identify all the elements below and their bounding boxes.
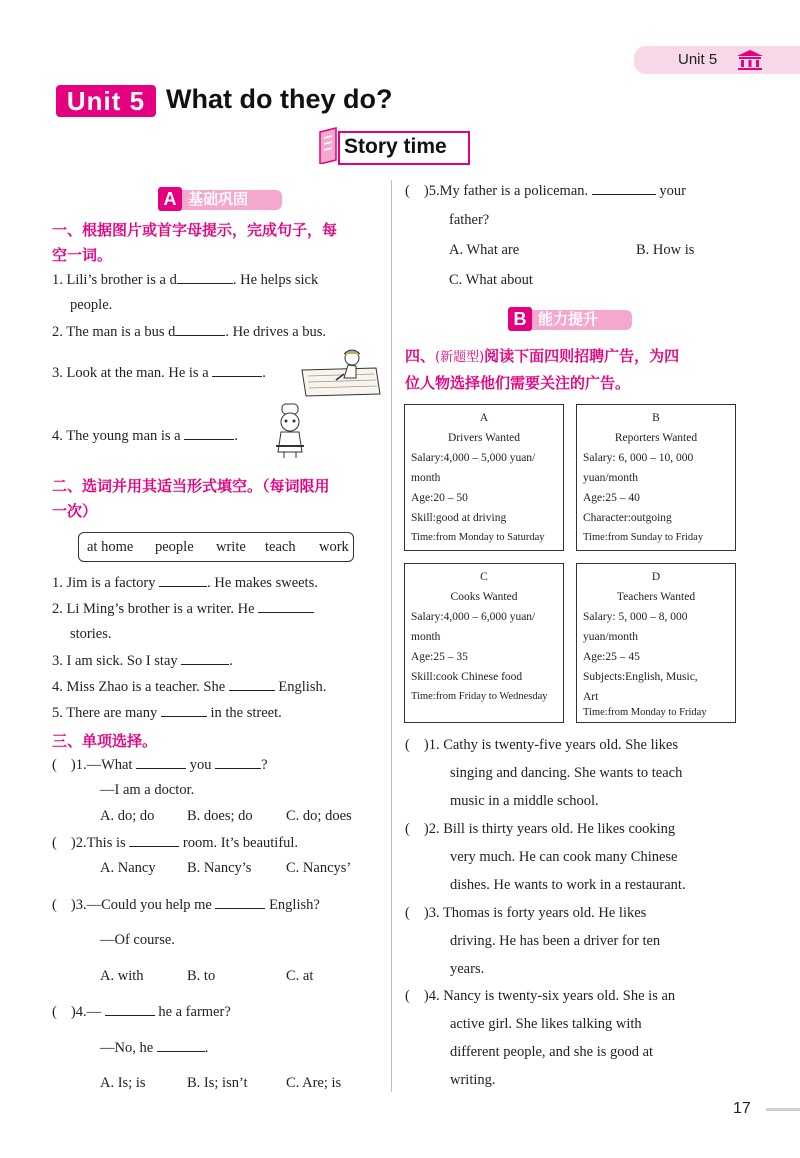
q3-item-3-option-b: B. to [187, 968, 216, 984]
person-1-line-3: music in a middle school. [450, 793, 599, 809]
q3-item-1-option-c: C. do; does [286, 808, 352, 824]
answer-blank[interactable] [592, 182, 656, 195]
q3-item-3-option-c: C. at [286, 968, 314, 984]
answer-slot[interactable] [57, 757, 71, 769]
section-b-label: 能力提升 [538, 311, 599, 328]
person-4-line-3: different people, and she is good at [450, 1044, 654, 1060]
section-a-label: 基础巩固 [188, 191, 249, 208]
answer-blank[interactable] [215, 896, 265, 909]
answer-blank[interactable] [184, 427, 234, 440]
answer-slot[interactable] [57, 897, 71, 909]
q2-heading-1: 二、选词并用其适当形式填空。（每词限用 [52, 477, 330, 495]
answer-slot[interactable] [57, 835, 71, 847]
building-icon [736, 49, 764, 71]
q1-heading-2: 空一词。 [52, 246, 113, 264]
q3-item-2-option-a: A. Nancy [100, 860, 156, 876]
section-b-badge [508, 307, 638, 331]
answer-slot[interactable] [410, 821, 424, 833]
word-bank-item: at home [87, 539, 134, 555]
q3-item-1-answer: —I am a doctor. [100, 782, 195, 798]
word-bank [78, 532, 354, 562]
q1-item-4: 4. The young man is a . [52, 428, 238, 444]
q1-heading-1: 一、根据图片或首字母提示，完成句子，每 [52, 221, 338, 239]
answer-blank[interactable] [258, 600, 314, 613]
word-bank-item: write [216, 539, 246, 555]
answer-blank[interactable] [177, 271, 233, 284]
q3-item-3-answer: —Of course. [100, 932, 175, 948]
q3-item-4: ( )4.— he a farmer? [52, 1004, 231, 1020]
answer-slot[interactable] [410, 988, 424, 1000]
answer-slot[interactable] [410, 905, 424, 917]
word-bank-item: teach [265, 539, 296, 555]
unit-label: Unit 5 [678, 51, 718, 68]
q3-heading: 三、单项选择。 [52, 732, 158, 750]
q3-item-5-option-c: C. What about [449, 272, 533, 288]
ad-a: A Drivers Wanted Salary:4,000 – 5,000 yuan/ month Age:20 – 50 Skill:good at driving Time:from Monday to Saturday [404, 404, 564, 551]
answer-blank[interactable] [181, 652, 229, 665]
q3-item-5-option-a: A. What are [449, 242, 520, 258]
q2-item-2-cont: stories. [70, 626, 112, 642]
q3-item-1-option-b: B. does; do [187, 808, 253, 824]
person-3-line-2: driving. He has been a driver for ten [450, 933, 661, 949]
answer-slot[interactable] [410, 737, 424, 749]
page-number: 17 [733, 1100, 751, 1117]
answer-blank[interactable] [175, 323, 225, 336]
book-icon [316, 126, 340, 164]
story-time-banner [316, 126, 468, 164]
ad-c: C Cooks Wanted Salary:4,000 – 6,000 yuan/ month Age:25 – 35 Skill:cook Chinese food Time:from Friday to Wednesday [404, 563, 564, 723]
answer-blank[interactable] [212, 364, 262, 377]
q2-item-2: 2. Li Ming’s brother is a writer. He [52, 600, 314, 618]
page-footer-line [766, 1108, 800, 1111]
q1-item-2: 2. The man is a bus d . He drives a bus. [52, 324, 327, 340]
q3-item-1-option-a: A. do; do [100, 808, 155, 824]
q3-item-5-cont: father? [449, 212, 490, 228]
q4-heading-1: 四、(新题型)阅读下面四则招聘广告，为四 [405, 347, 680, 365]
person-4-line-4: writing. [450, 1072, 496, 1088]
answer-blank[interactable] [161, 704, 207, 717]
section-a-letter: A [158, 187, 182, 211]
q1-item-3: 3. Look at the man. He is a . [52, 365, 266, 381]
q3-item-2-option-c: C. Nancys’ [286, 860, 352, 876]
ad-b: B Reporters Wanted Salary: 6, 000 – 10, 000 yuan/month Age:25 – 40 Character:outgoing Time:from Sunday to Friday [576, 404, 736, 551]
section-a-badge [158, 187, 288, 211]
ad-d: D Teachers Wanted Salary: 5, 000 – 8, 000 yuan/month Age:25 – 45 Subjects:English, Music, Art Time:from Monday to Friday [576, 563, 736, 723]
worker-illustration [300, 348, 382, 398]
unit-header-tab [634, 46, 800, 74]
person-4: ( )4. Nancy is twenty-six years old. She is an [405, 988, 676, 1004]
q1-item-1: 1. Lili’s brother is a d . He helps sick [52, 272, 319, 288]
column-divider [391, 180, 392, 1092]
answer-blank[interactable] [105, 1003, 155, 1016]
unit-title: What do they do? [166, 84, 393, 114]
answer-slot[interactable] [57, 1004, 71, 1016]
q3-item-4-option-b: B. Is; isn’t [187, 1075, 248, 1091]
answer-blank[interactable] [136, 756, 186, 769]
story-title: Story time [344, 135, 447, 158]
section-b-letter: B [508, 307, 532, 331]
person-1-line-2: singing and dancing. She wants to teach [450, 765, 683, 781]
q3-item-2: ( )2.This is room. It’s beautiful. [52, 835, 299, 851]
q3-item-3: ( )3.—Could you help me English? [52, 897, 320, 913]
cook-illustration [272, 402, 308, 460]
answer-slot[interactable] [410, 183, 424, 195]
q2-item-1: 1. Jim is a factory . He makes sweets. [52, 575, 318, 591]
q2-item-5: 5. There are many in the street. [52, 705, 282, 721]
q2-heading-2: 一次） [52, 502, 98, 520]
q2-item-4: 4. Miss Zhao is a teacher. She English. [52, 679, 327, 695]
q3-item-4-answer: —No, he . [100, 1040, 209, 1056]
q4-heading-2: 位人物选择他们需要关注的广告。 [405, 374, 631, 392]
answer-blank[interactable] [215, 756, 261, 769]
q3-item-4-option-a: A. Is; is [100, 1075, 146, 1091]
q3-item-4-option-c: C. Are; is [286, 1075, 342, 1091]
person-3-line-3: years. [450, 961, 485, 977]
person-1: ( )1. Cathy is twenty-five years old. She likes [405, 737, 678, 753]
person-4-line-2: active girl. She likes talking with [450, 1016, 642, 1032]
person-2-line-3: dishes. He wants to work in a restaurant. [450, 877, 686, 893]
word-bank-item: people [155, 539, 194, 555]
q3-item-5: ( )5.My father is a policeman. your [405, 183, 686, 199]
answer-blank[interactable] [159, 574, 207, 587]
unit-badge: Unit 5 [56, 85, 156, 117]
answer-blank[interactable] [157, 1039, 205, 1052]
person-2: ( )2. Bill is thirty years old. He likes cooking [405, 821, 676, 837]
q3-item-5-option-b: B. How is [636, 242, 695, 258]
q2-item-3: 3. I am sick. So I stay . [52, 653, 233, 669]
q3-item-1: ( )1.—What you ? [52, 757, 268, 773]
word-bank-item: work [319, 539, 349, 555]
q3-item-3-option-a: A. with [100, 968, 144, 984]
answer-blank[interactable] [229, 678, 275, 691]
answer-blank[interactable] [129, 834, 179, 847]
person-3: ( )3. Thomas is forty years old. He likes [405, 905, 647, 921]
q1-item-1-cont: people. [70, 297, 113, 313]
q3-item-2-option-b: B. Nancy’s [187, 860, 252, 876]
person-2-line-2: very much. He can cook many Chinese [450, 849, 678, 865]
